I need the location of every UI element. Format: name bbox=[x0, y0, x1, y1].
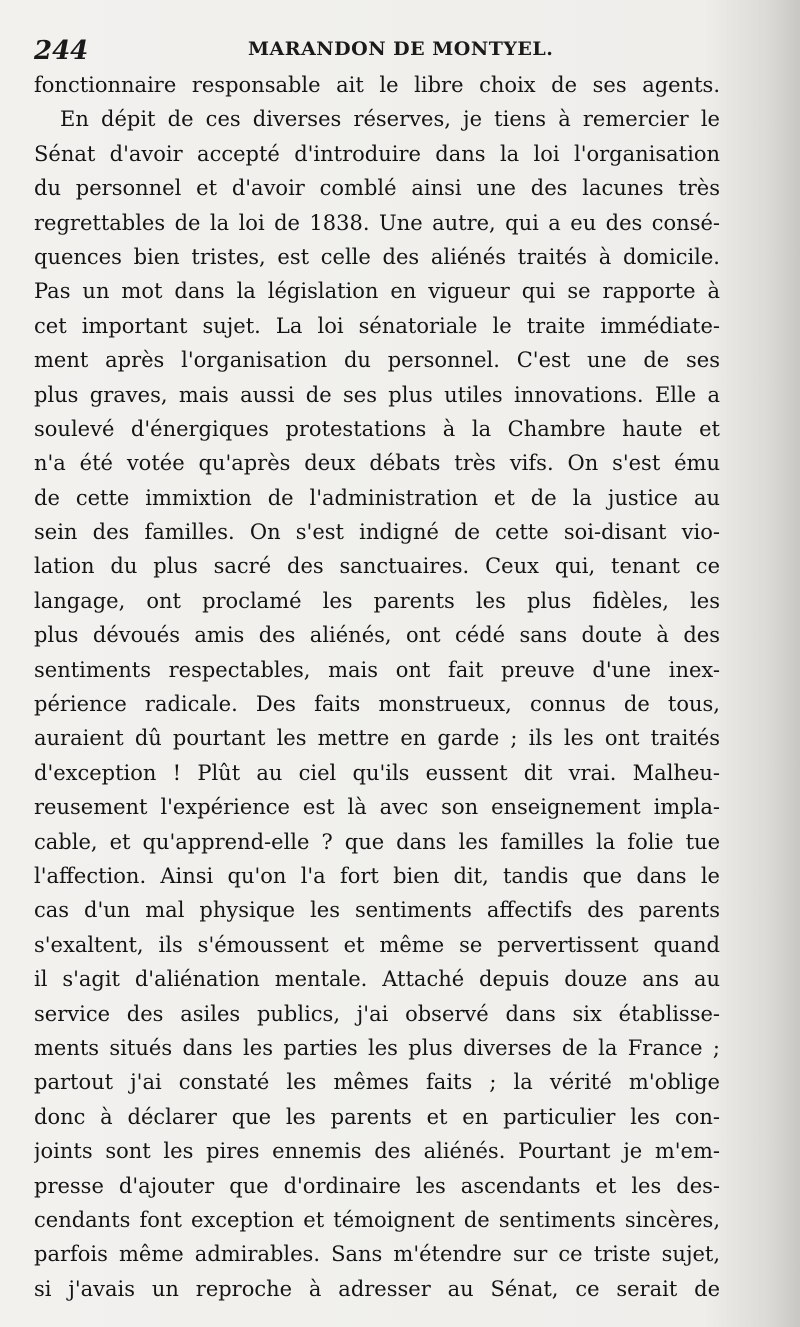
text-line: plus dévoués amis des aliénés, ont cédé sans doute à des bbox=[34, 623, 720, 648]
text-line: regrettables de la loi de 1838. Une autre, qui a eu des consé- bbox=[34, 210, 720, 235]
text-line: de cette immixtion de l'administration et de la justice au bbox=[34, 485, 720, 510]
text-line: fonctionnaire responsable ait le libre choix de ses agents. bbox=[34, 73, 720, 97]
text-line: langage, ont proclamé les parents les plus fidèles, les bbox=[34, 588, 720, 613]
running-head: MARANDON DE MONTYEL. bbox=[248, 38, 554, 60]
text-line: du personnel et d'avoir comblé ainsi une des lacunes très bbox=[34, 176, 720, 201]
text-line: l'affection. Ainsi qu'on l'a fort bien dit, tandis que dans le bbox=[34, 863, 720, 888]
text-line: cendants font exception et témoignent de sentiments sincères, bbox=[34, 1207, 720, 1232]
text-line: partout j'ai constaté les mêmes faits ; la vérité m'oblige bbox=[34, 1070, 720, 1095]
text-line: soulevé d'énergiques protestations à la Chambre haute et bbox=[34, 416, 720, 441]
text-line: Pas un mot dans la législation en vigueur qui se rapporte à bbox=[34, 279, 720, 304]
text-line: En dépit de ces diverses réserves, je tiens à remercier le bbox=[60, 107, 720, 132]
text-line: service des asiles publics, j'ai observé dans six établisse- bbox=[34, 1001, 720, 1026]
text-line: sein des familles. On s'est indigné de cette soi-disant vio- bbox=[34, 520, 720, 545]
text-line: ment après l'organisation du personnel. C'est une de ses bbox=[34, 348, 720, 373]
text-line: auraient dû pourtant les mettre en garde ; ils les ont traités bbox=[34, 726, 720, 751]
page-header bbox=[34, 28, 766, 68]
text-line: reusement l'expérience est là avec son enseignement impla- bbox=[34, 795, 720, 820]
text-line: périence radicale. Des faits monstrueux, connus de tous, bbox=[34, 692, 720, 717]
page-number: 244 bbox=[34, 36, 89, 66]
text-line: joints sont les pires ennemis des aliénés. Pourtant je m'em- bbox=[34, 1139, 720, 1164]
body-text bbox=[34, 68, 720, 1306]
text-line: d'exception ! Plût au ciel qu'ils eussent dit vrai. Malheu- bbox=[34, 760, 720, 785]
text-line: sentiments respectables, mais ont fait preuve d'une inex- bbox=[34, 657, 720, 682]
text-line: plus graves, mais aussi de ses plus utiles innovations. Elle a bbox=[34, 382, 720, 407]
text-line: si j'avais un reproche à adresser au Sénat, ce serait de bbox=[34, 1276, 720, 1301]
text-line: Sénat d'avoir accepté d'introduire dans la loi l'organisation bbox=[34, 141, 720, 166]
text-line: cas d'un mal physique les sentiments affectifs des parents bbox=[34, 898, 720, 923]
text-line: quences bien tristes, est celle des aliénés traités à domicile. bbox=[34, 244, 720, 269]
text-line: parfois même admirables. Sans m'étendre sur ce triste sujet, bbox=[34, 1242, 720, 1267]
text-line: n'a été votée qu'après deux débats très vifs. On s'est ému bbox=[34, 451, 720, 476]
text-line: cable, et qu'apprend-elle ? que dans les familles la folie tue bbox=[34, 829, 720, 854]
text-line: presse d'ajouter que d'ordinaire les ascendants et les des- bbox=[34, 1173, 720, 1198]
text-line: s'exaltent, ils s'émoussent et même se pervertissent quand bbox=[34, 932, 720, 957]
text-line: donc à déclarer que les parents et en particulier les con- bbox=[34, 1104, 720, 1129]
text-line: ments situés dans les parties les plus diverses de la France ; bbox=[34, 1035, 720, 1060]
text-line: cet important sujet. La loi sénatoriale le traite immédiate- bbox=[34, 313, 720, 338]
text-line: lation du plus sacré des sanctuaires. Ceux qui, tenant ce bbox=[34, 554, 720, 579]
text-line: il s'agit d'aliénation mentale. Attaché depuis douze ans au bbox=[34, 967, 720, 992]
